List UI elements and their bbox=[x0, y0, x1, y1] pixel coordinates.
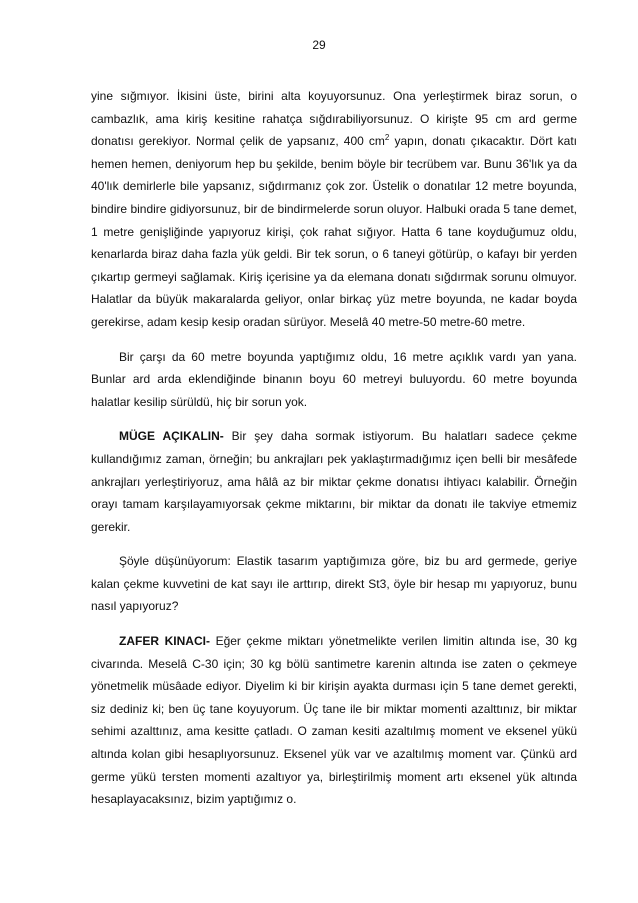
paragraph-5 bbox=[91, 630, 577, 811]
document-body bbox=[91, 85, 577, 811]
paragraph-4: Şöyle düşünüyorum: Elastik tasarım yaptığımıza göre, biz bu ard germede, geriye kalan çekme kuvvetini de kat sayı ile arttırıp, direkt St3, öyle bir hesap mı yapıyoruz, bunu nasıl yapıyoruz? bbox=[91, 554, 577, 614]
paragraph-gap bbox=[91, 538, 577, 550]
paragraph-gap bbox=[91, 334, 577, 346]
paragraph-1 bbox=[91, 85, 577, 334]
paragraph-3-text: Bir şey daha sormak istiyorum. Bu halatları sadece çekme kullandığımız zaman, örneğin; bu ankrajları pek yaklaştırmadığımız içen belli bir mesâfede ankrajları yerleştiriyoruz, ama hâlâ az bir miktar çekme donatısı ihtiyacı kalabilir. Örneğin orayı tamam karşılayamıyorsak çekme miktarını, bir miktar da donatı ile takviye etmemiz gerekir. bbox=[91, 429, 577, 534]
paragraph-gap bbox=[91, 618, 577, 630]
paragraph-5-text: Eğer çekme miktarı yönetmelikte verilen limitin altında ise, 30 kg civarında. Meselâ C-30 için; 30 kg bölü santimetre karenin altında ise zaten o çekmeye yönetmelik müsâade ediyor. Diyelim ki bir kirişin ayakta durması için 5 tane demet gerekti, siz dediniz ki; ben üç tane koyuyorum. Üç tane ile bir miktar momenti azalttınız, bir miktar sehimi azalttınız, ama kesitte çatladı. O zaman kesiti azaltılmış moment ve eksenel yükü altında kolan gibi hesaplıyorsunuz. Eksenel yük var ve azaltılmış moment var. Çünkü ard germe yükü tersten momenti azaltıyor ya, birleştirilmiş moment artı eksenel yük altında hesaplayacaksınız, bizim yaptığımız o. bbox=[91, 634, 577, 807]
paragraph-1-text-continued: yapın, donatı çıkacaktır. Dört katı hemen hemen, deniyorum hep bu şekilde, benim böyle bir tecrübem var. Bunu 36'lık ya da 40'lık demirlerle bile yapsanız, sığdırmanız çok zor. Üstelik o donatılar 12 metre boyunda, bindire bindire gidiyorsunuz, bir de bindirmelerde sorun oluyor. Halbuki orada 5 tane demet, 1 metre genişliğinde yapıyoruz kirişi, çok rahat sığıyor. Hatta 6 tane koyduğumuz oldu, kenarlarda biraz daha fazla yük geldi. Bir tek sorun, o 6 taneyi götürüp, o kafayı bir yerden çıkartıp germeyi sağlamak. Kiriş içerisine ya da elemana donatı sığdırmak sorunu olmuyor. Halatlar da büyük makaralarda geliyor, onlar birkaç yüz metre boyunda, ne kadar boyda gerekirse, adam kesip kesip oradan sürüyor. Meselâ 40 metre-50 metre-60 metre. bbox=[91, 134, 577, 329]
paragraph-gap bbox=[91, 413, 577, 425]
paragraph-3 bbox=[91, 425, 577, 538]
speaker-name-zafer: ZAFER KINACI- bbox=[119, 634, 210, 649]
superscript-2: 2 bbox=[384, 133, 390, 143]
speaker-name-muge: MÜGE AÇIKALIN- bbox=[119, 429, 224, 444]
page-number: 29 bbox=[312, 38, 326, 52]
paragraph-2: Bir çarşı da 60 metre boyunda yaptığımız oldu, 16 metre açıklık vardı yan yana. Bunlar ard arda eklendiğinde binanın boyu 60 metreyi buluyordu. 60 metre boyunda halatlar kesilip sürüldü, hiç bir sorun yok. bbox=[91, 349, 577, 409]
paragraph-1-text: yine sığmıyor. İkisini üste, birini alta koyuyorsunuz. Ona yerleştirmek biraz sorun, o cambazlık, ama kiriş kesitine rahatça sığdırabiliyorsunuz. O kirişte 95 cm ard germe donatısı gerekiyor. Normal çelik de yapsanız, 400 cm bbox=[91, 89, 577, 149]
